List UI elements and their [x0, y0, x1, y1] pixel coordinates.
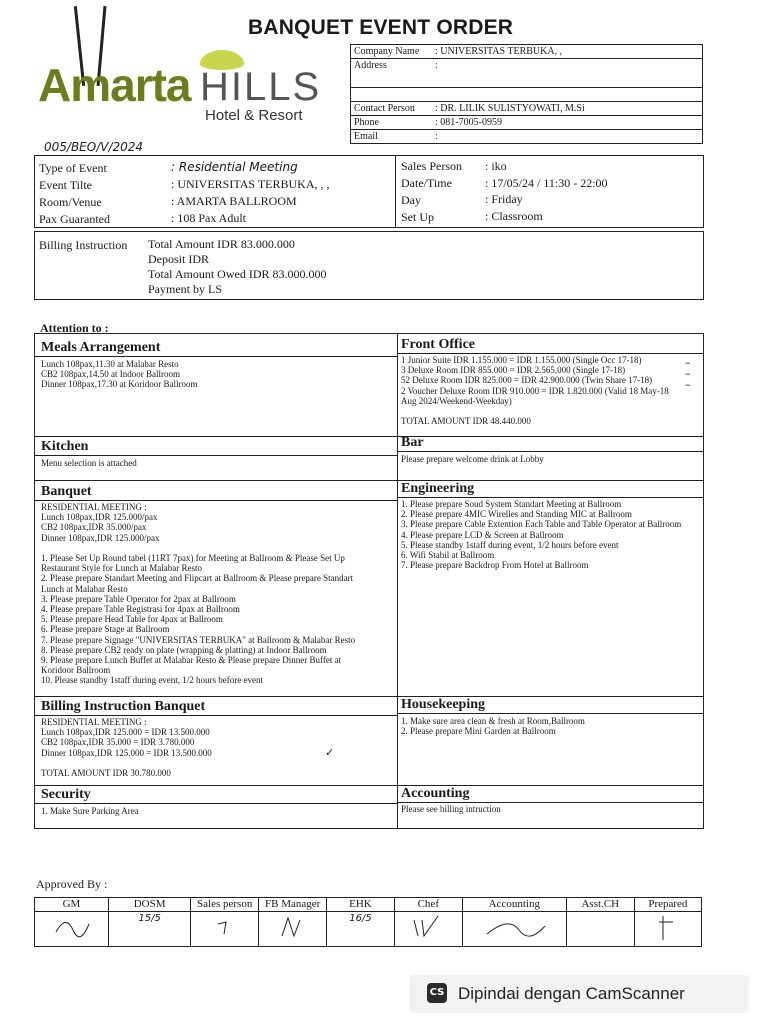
contact-value: : DR. LILIK SULISTYOWATI, M.Si [432, 102, 703, 116]
checkmark-icon: ✓ [325, 746, 335, 759]
pax-label: Pax Guaranted [39, 212, 110, 226]
bar-title: Bar [401, 435, 424, 450]
signature-box [327, 912, 395, 947]
kitchen-text: Menu selection is attached [41, 458, 137, 468]
accounting-text: Please see billing intruction [401, 804, 501, 814]
billing-label: Billing Instruction [39, 238, 128, 252]
phone-label: Phone [351, 116, 433, 130]
signature-icon [479, 912, 549, 942]
approval-col-prepared: Prepared [634, 898, 701, 912]
approval-col-sales: Sales person [191, 898, 259, 912]
approval-col-asst-ch: Asst.CH [566, 898, 634, 912]
approval-col-fb-manager: FB Manager [259, 898, 327, 912]
billing-banquet-title: Billing Instruction Banquet [41, 699, 206, 714]
housekeeping-text: 1. Make sure area clean & fresh at Room,Ballroom 2. Please prepare Mini Garden at Ballroom [401, 716, 585, 737]
room-label: Room/Venue [39, 195, 102, 209]
billing-instruction-box [34, 231, 704, 300]
signature-icon [278, 912, 308, 942]
meals-text: Lunch 108pax,11.30 at Malabar Resto CB2 108pax,14.50 at Indoor Ballroom Dinner 108pax,17.30 at Koridoor Ballroom [41, 359, 198, 390]
camscanner-text: Dipindai dengan CamScanner [458, 984, 685, 1003]
event-type-label: Type of Event [39, 161, 107, 175]
dash-mark-icon: – [685, 356, 691, 369]
address-value: : [432, 59, 703, 88]
billing-banquet-text: RESIDENTIAL MEETING : Lunch 108pax,IDR 125.000 = IDR 13.500.000 CB2 108pax,IDR 35.000 = IDR 3.780.000 Dinner 108pax,IDR 125.000 = IDR 13.500.000 TOTAL AMOUNT IDR 30.780.000 [41, 717, 212, 779]
signature-icon [210, 912, 240, 942]
day-value: : Friday [485, 192, 523, 206]
camscanner-logo-icon: CS [427, 983, 447, 1003]
engineering-title: Engineering [401, 481, 475, 496]
date-value: : 17/05/24 / 11:30 - 22:00 [485, 176, 608, 190]
signature-date: 15/5 [138, 913, 161, 925]
setup-label: Set Up [401, 210, 434, 224]
approval-col-dosm: DOSM [108, 898, 190, 912]
signature-box [108, 912, 190, 947]
signature-icon [408, 912, 448, 942]
security-text: 1. Make Sure Parking Area [41, 806, 139, 816]
billing-line: Total Amount Owed IDR 83.000.000 [148, 267, 327, 281]
bar-text: Please prepare welcome drink at Lobby [401, 454, 544, 464]
dash-mark-icon: – [685, 367, 691, 380]
approval-signature-table [34, 897, 702, 947]
blank-label [351, 88, 433, 102]
day-label: Day [401, 193, 421, 207]
attention-label: Attention to : [40, 321, 109, 335]
approval-col-accounting: Accounting [462, 898, 566, 912]
meals-title: Meals Arrangement [41, 340, 161, 355]
front-office-text: 1 Junior Suite IDR 1.155.000 = IDR 1.155.000 (Single Occ 17-18) 3 Deluxe Room IDR 855.000 = IDR 2.565.000 (Single 17-18) 52 Deluxe Room IDR 825.000 = IDR 42.900.000 (Twin Share 17-18) 2 Voucher Deluxe Room IDR 910.000 = IDR 1.820.000 (Valid 18 May-18 Aug 2024/Weekend-Weekday) TOTAL AMOUNT IDR 48.440.000 [401, 355, 669, 427]
sales-value: : iko [485, 159, 507, 173]
sales-label: Sales Person [401, 159, 462, 173]
signature-box [259, 912, 327, 947]
banquet-text: RESIDENTIAL MEETING : Lunch 108pax,IDR 125.000/pax CB2 108pax,IDR 35.000/pax Dinner 108pax,IDR 125.000/pax 1. Please Set Up Round tabel (11RT 7pax) for Meeting at Ballroom & Please Set Up Restaurant Style for Lunch at Malabar Resto 2. Please prepare Standart Meeting and Flipcart at Ballroom & Please prepare Standart Lunch at Malabar Resto 3. Please prepare Table Operator for 2pax at Ballroom 4. Please prepare Table Registrasi for 4pax at Ballroom 5. Please prepare Head Table for 4pax at Ballroom 6. Please prepare Stage at Ballroom 7. Please prepare Signage "UNIVERSITAS TERBUKA" at Ballroom & Malabar Resto 8. Please prepare CB2 ready on plate (wrapping & platting) at Indoor Ballroom 9. Please prepare Lunch Buffet at Malabar Resto & Please prepare Dinner Buffet at Koridoor Ballroom 10. Please standby 1staff during event, 1/2 hours before event [41, 502, 356, 686]
contact-label: Contact Person [351, 102, 433, 116]
kitchen-title: Kitchen [41, 439, 89, 454]
reference-number: 005/BEO/V/2024 [44, 140, 144, 154]
blank-value [432, 88, 703, 102]
logo-brand-hills: HILLS [200, 65, 322, 109]
email-value: : [432, 130, 703, 144]
signature-date: 16/5 [349, 913, 372, 925]
signature-box [566, 912, 634, 947]
billing-line: Deposit IDR [148, 252, 209, 266]
company-label: Company Name [351, 45, 433, 59]
approval-col-ehk: EHK [327, 898, 395, 912]
address-label: Address [351, 59, 433, 88]
billing-line: Total Amount IDR 83.000.000 [148, 237, 295, 251]
phone-value: : 081-7005-0959 [432, 116, 703, 130]
engineering-text: 1. Please prepare Soud System Standart Meeting at Ballroom 2. Please prepare 4MIC Wirelles and Standing MIC at Ballroom 3. Please prepare Cable Extention Each Table and Table Operator at Ballroom 4. Please prepare LCD & Screen at Ballroom 5. Please standby 1staff during event, 1/2 hours before event 6. Wifi Stabil at Ballroom 7. Please prepare Backdrop From Hotel at Ballroom [401, 499, 682, 571]
signature-icon [51, 912, 91, 942]
banquet-title: Banquet [41, 484, 92, 499]
setup-value: : Classroom [485, 209, 543, 223]
logo-subtitle: Hotel & Resort [205, 107, 303, 124]
event-title-label: Event Tilte [39, 178, 93, 192]
accounting-title: Accounting [401, 786, 470, 801]
approval-col-gm: GM [35, 898, 109, 912]
department-grid [34, 333, 704, 829]
signature-box [394, 912, 462, 947]
approval-col-chef: Chef [394, 898, 462, 912]
signature-box [191, 912, 259, 947]
event-details-box [34, 155, 704, 228]
approved-by-label: Approved By : [36, 877, 108, 891]
email-label: Email [351, 130, 433, 144]
room-value: : AMARTA BALLROOM [171, 194, 297, 208]
company-info-table [350, 44, 703, 144]
company-value: : UNIVERSITAS TERBUKA, , [432, 45, 703, 59]
security-title: Security [41, 787, 91, 802]
document-title: BANQUET EVENT ORDER [248, 16, 514, 39]
event-type-value: : Residential Meeting [171, 160, 298, 174]
signature-icon [653, 912, 683, 942]
billing-line: Payment by LS [148, 282, 222, 296]
dash-mark-icon: – [685, 378, 691, 391]
pax-value: : 108 Pax Adult [171, 211, 247, 225]
housekeeping-title: Housekeeping [401, 697, 486, 712]
date-label: Date/Time [401, 176, 452, 190]
logo-brand-word: Amarta [38, 59, 191, 111]
event-title-value: : UNIVERSITAS TERBUKA, , , [171, 177, 330, 191]
signature-box [462, 912, 566, 947]
signature-box [35, 912, 109, 947]
signature-box [634, 912, 701, 947]
front-office-title: Front Office [401, 337, 475, 352]
